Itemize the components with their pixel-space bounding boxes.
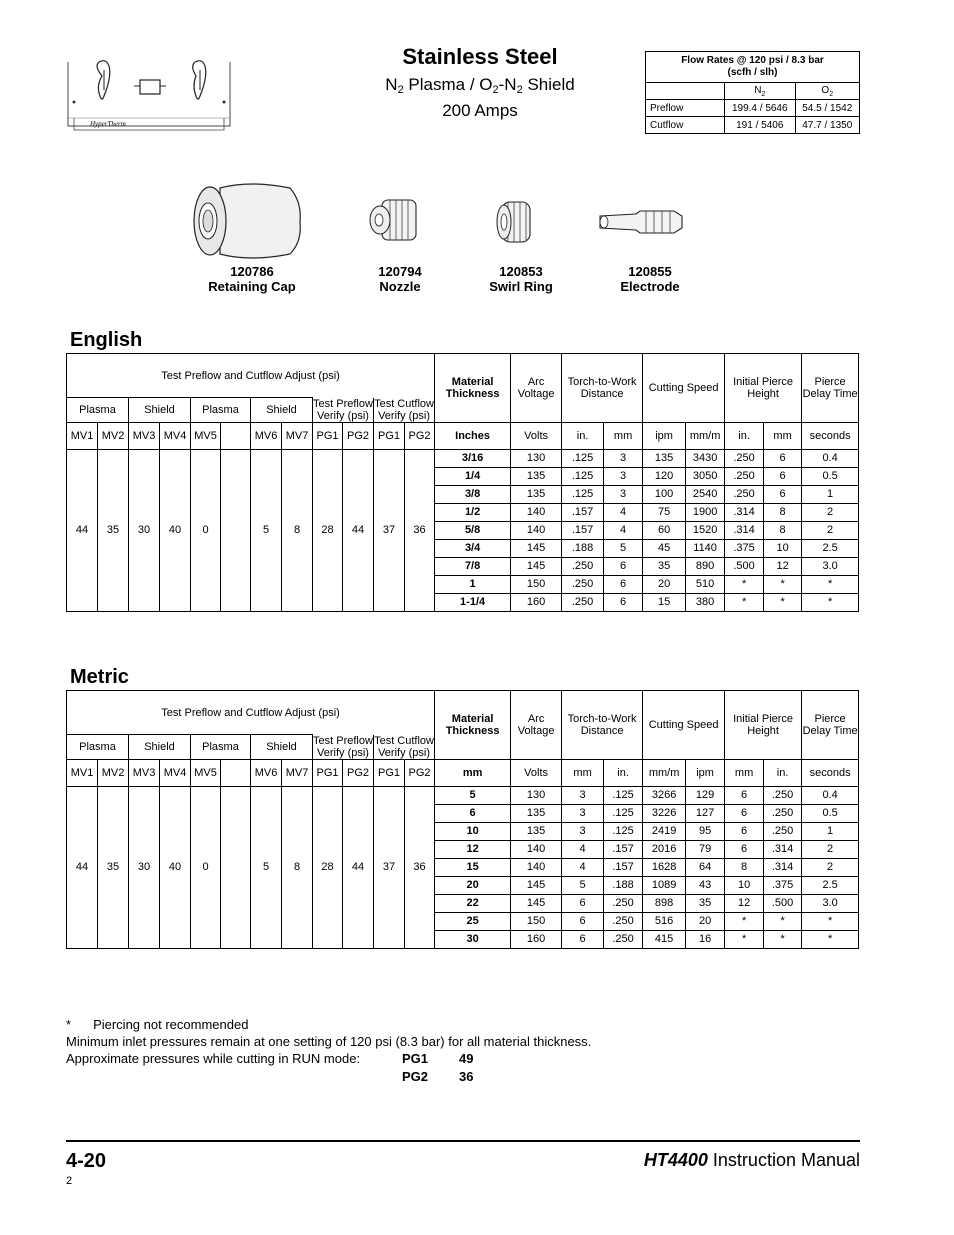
header-arc: Arc Voltage bbox=[511, 354, 562, 423]
value-cell: 150 bbox=[511, 912, 562, 930]
value-cell: 2 bbox=[802, 503, 859, 521]
value-cell: 4 bbox=[604, 503, 643, 521]
value-cell: 16 bbox=[686, 930, 725, 948]
unit-cell: mm bbox=[764, 422, 802, 449]
value-cell: 6 bbox=[725, 840, 764, 858]
setting-cell bbox=[221, 449, 251, 611]
value-cell: 2 bbox=[802, 840, 859, 858]
value-cell: .314 bbox=[764, 840, 802, 858]
value-cell: 160 bbox=[511, 930, 562, 948]
value-cell: 20 bbox=[643, 575, 686, 593]
value-cell: 1089 bbox=[643, 876, 686, 894]
units-row bbox=[67, 759, 859, 786]
value-cell: 6 bbox=[604, 557, 643, 575]
table-row bbox=[67, 786, 859, 804]
thickness-cell: 5/8 bbox=[435, 521, 511, 539]
setting-cell: 0 bbox=[191, 449, 221, 611]
value-cell: * bbox=[802, 930, 859, 948]
pg1-value: 49 bbox=[459, 1051, 474, 1066]
value-cell: 135 bbox=[643, 449, 686, 467]
thickness-cell: 20 bbox=[435, 876, 511, 894]
value-cell: 127 bbox=[686, 804, 725, 822]
unit-cell: Inches bbox=[435, 422, 511, 449]
value-cell: 6 bbox=[764, 449, 802, 467]
value-cell: 6 bbox=[562, 894, 604, 912]
value-cell: 100 bbox=[643, 485, 686, 503]
unit-cell: in. bbox=[725, 422, 764, 449]
value-cell: * bbox=[725, 912, 764, 930]
unit-cell: PG1 bbox=[313, 759, 343, 786]
unit-cell: seconds bbox=[802, 422, 859, 449]
value-cell: .314 bbox=[725, 521, 764, 539]
value-cell: 129 bbox=[686, 786, 725, 804]
setting-cell: 36 bbox=[405, 786, 435, 948]
value-cell: 3 bbox=[604, 449, 643, 467]
value-cell: 140 bbox=[511, 858, 562, 876]
value-cell: 1628 bbox=[643, 858, 686, 876]
note-inlet: Minimum inlet pressures remain at one setting of 120 psi (8.3 bar) for all material thickness. bbox=[66, 1034, 592, 1049]
value-cell: 95 bbox=[686, 822, 725, 840]
gas-combination: $N_2$ Plasma / $O_2-N_2$ Shield bbox=[385, 75, 575, 96]
value-cell: .188 bbox=[562, 539, 604, 557]
value-cell: 135 bbox=[511, 804, 562, 822]
value-cell: 145 bbox=[511, 894, 562, 912]
value-cell: 2.5 bbox=[802, 539, 859, 557]
value-cell: 0.4 bbox=[802, 449, 859, 467]
value-cell: * bbox=[764, 930, 802, 948]
value-cell: 43 bbox=[686, 876, 725, 894]
value-cell: 6 bbox=[725, 822, 764, 840]
setting-cell: 0 bbox=[191, 786, 221, 948]
unit-cell: MV4 bbox=[160, 759, 191, 786]
value-cell: 3266 bbox=[643, 786, 686, 804]
value-cell: 60 bbox=[643, 521, 686, 539]
header-delay: Pierce Delay Time bbox=[802, 354, 859, 423]
value-cell: 2 bbox=[802, 858, 859, 876]
value-cell: .125 bbox=[562, 449, 604, 467]
value-cell: * bbox=[725, 593, 764, 611]
value-cell: 140 bbox=[511, 503, 562, 521]
value-cell: * bbox=[725, 930, 764, 948]
unit-cell bbox=[221, 422, 251, 449]
value-cell: 135 bbox=[511, 822, 562, 840]
swirl-ring-image bbox=[494, 200, 534, 244]
value-cell: 8 bbox=[764, 503, 802, 521]
setting-cell: 5 bbox=[251, 786, 282, 948]
thickness-cell: 30 bbox=[435, 930, 511, 948]
thickness-cell: 1/4 bbox=[435, 467, 511, 485]
value-cell: 150 bbox=[511, 575, 562, 593]
value-cell: .375 bbox=[725, 539, 764, 557]
unit-cell: PG2 bbox=[405, 759, 435, 786]
setting-cell: 40 bbox=[160, 786, 191, 948]
value-cell: 35 bbox=[686, 894, 725, 912]
value-cell: 4 bbox=[604, 521, 643, 539]
value-cell: 6 bbox=[604, 575, 643, 593]
value-cell: 135 bbox=[511, 467, 562, 485]
unit-cell: Volts bbox=[511, 422, 562, 449]
pg2-value: 36 bbox=[459, 1069, 474, 1084]
value-cell: .250 bbox=[764, 786, 802, 804]
header-material: Material Thickness bbox=[435, 354, 511, 423]
flow-rates-table: Flow Rates @ 120 psi / 8.3 bar (scfh / slh) $N_2$ $O_2$ Preflow 199.4 / 5646 54.5 / 1542 Cutflow 191 / 5406 47.7 / 1350 bbox=[645, 51, 860, 134]
unit-cell: PG1 bbox=[374, 759, 405, 786]
setting-cell: 30 bbox=[129, 786, 160, 948]
value-cell: 130 bbox=[511, 786, 562, 804]
value-cell: 3 bbox=[604, 485, 643, 503]
value-cell: .125 bbox=[604, 786, 643, 804]
value-cell: .250 bbox=[562, 593, 604, 611]
thickness-cell: 1/2 bbox=[435, 503, 511, 521]
value-cell: 1 bbox=[802, 485, 859, 503]
value-cell: 516 bbox=[643, 912, 686, 930]
value-cell: .157 bbox=[604, 858, 643, 876]
value-cell: 2540 bbox=[686, 485, 725, 503]
value-cell: .157 bbox=[604, 840, 643, 858]
unit-cell: mm bbox=[725, 759, 764, 786]
thickness-cell: 1 bbox=[435, 575, 511, 593]
value-cell: 2.5 bbox=[802, 876, 859, 894]
value-cell: 35 bbox=[643, 557, 686, 575]
gas-console-illustration bbox=[64, 56, 234, 136]
header-speed: Cutting Speed bbox=[643, 354, 725, 423]
setting-cell: 35 bbox=[98, 786, 129, 948]
header-test-adjust: Test Preflow and Cutflow Adjust (psi) bbox=[67, 354, 435, 398]
page-number: 4-20 bbox=[66, 1150, 107, 1172]
value-cell: 415 bbox=[643, 930, 686, 948]
panel-logo: HyperTherm bbox=[90, 120, 126, 128]
value-cell: 6 bbox=[725, 786, 764, 804]
value-cell: 6 bbox=[764, 485, 802, 503]
value-cell: 145 bbox=[511, 876, 562, 894]
setting-cell: 36 bbox=[405, 449, 435, 611]
value-cell: * bbox=[764, 575, 802, 593]
unit-cell: mm/m bbox=[643, 759, 686, 786]
value-cell: .250 bbox=[725, 485, 764, 503]
value-cell: .157 bbox=[562, 503, 604, 521]
unit-cell: MV1 bbox=[67, 759, 98, 786]
value-cell: 3 bbox=[562, 804, 604, 822]
value-cell: .250 bbox=[562, 557, 604, 575]
thickness-cell: 1-1/4 bbox=[435, 593, 511, 611]
unit-cell: MV5 bbox=[191, 422, 221, 449]
thickness-cell: 3/4 bbox=[435, 539, 511, 557]
setting-cell: 44 bbox=[343, 449, 374, 611]
value-cell: 3 bbox=[562, 822, 604, 840]
unit-cell: mm bbox=[562, 759, 604, 786]
value-cell: 5 bbox=[604, 539, 643, 557]
manual-title: HT4400 Instruction Manual bbox=[643, 1150, 860, 1170]
unit-cell: PG1 bbox=[313, 422, 343, 449]
header-torch: Torch-to-Work Distance bbox=[562, 354, 643, 423]
flow-row: Cutflow 191 / 5406 47.7 / 1350 bbox=[646, 117, 860, 134]
page-index: 2 bbox=[66, 1175, 73, 1187]
setting-cell: 28 bbox=[313, 449, 343, 611]
unit-cell: mm bbox=[604, 422, 643, 449]
unit-cell: MV2 bbox=[98, 422, 129, 449]
value-cell: .250 bbox=[725, 449, 764, 467]
value-cell: 0.5 bbox=[802, 467, 859, 485]
page-title: Stainless Steel bbox=[402, 44, 558, 69]
unit-cell: PG1 bbox=[374, 422, 405, 449]
unit-cell: Volts bbox=[511, 759, 562, 786]
value-cell: 64 bbox=[686, 858, 725, 876]
value-cell: 10 bbox=[725, 876, 764, 894]
value-cell: .250 bbox=[764, 804, 802, 822]
value-cell: * bbox=[764, 593, 802, 611]
value-cell: 6 bbox=[764, 467, 802, 485]
value-cell: * bbox=[802, 575, 859, 593]
unit-cell: mm bbox=[435, 759, 511, 786]
metric-cut-chart: Test Preflow and Cutflow Adjust (psi) Material Thickness Arc Voltage Torch-to-Work Distance Cutting Speed Initial Pierce Height Pierce Delay Time Plasma Shield Plasma Shield Test Preflow Verify (psi) Test Cutflow Verify (psi) MV1 MV2 MV3 MV4 MV5 MV6 MV7 PG1 PG2 PG1 PG2 mm Volts mm in. mm/m ipm mm in. seconds 44 35 30 40 0 5 8 28 44 37 36 5 130 3 .125 3266 129 6 .250 0.4 6 135 3 .125 3226 127 6 .250 0.5 10 135 3 .125 2419 95 6 .250 1 12 140 4 .157 2016 79 6 .314 2 15 140 4 .157 1628 64 8 .314 2 20 145 5 .188 1089 43 10 .375 2.5 22 145 6 .250 898 35 12 .500 3.0 25 150 6 .250 516 20 * * * 30 160 6 .250 415 16 * * * bbox=[66, 690, 859, 949]
pg2-label: PG2 bbox=[402, 1069, 429, 1084]
value-cell: .188 bbox=[604, 876, 643, 894]
nozzle-image bbox=[366, 196, 422, 244]
part-electrode: 120855 Electrode bbox=[620, 264, 680, 294]
part-retaining-cap: 120786 Retaining Cap bbox=[208, 264, 296, 294]
english-cut-chart: Test Preflow and Cutflow Adjust (psi) Material Thickness Arc Voltage Torch-to-Work Distance Cutting Speed Initial Pierce Height Pierce Delay Time Plasma Shield Plasma Shield Test Preflow Verify (psi) Test Cutflow Verify (psi) MV1 MV2 MV3 MV4 MV5 MV6 MV7 PG1 PG2 PG1 PG2 Inches Volts in. mm ipm mm/m in. mm seconds 44 35 30 40 0 5 8 28 44 37 36 3/16 130 .125 3 135 3430 .250 6 0.4 1/4 135 .125 3 120 3050 .250 6 0.5 3/8 135 .125 3 100 2540 .250 6 1 1/2 140 .157 4 75 1900 .314 8 2 5/8 140 .157 4 60 1520 .314 8 2 3/4 145 .188 5 45 1140 .375 10 2.5 7/8 145 .250 6 35 890 .500 12 3.0 1 150 .250 6 20 510 * * * 1-1/4 160 .250 6 15 380 * * * bbox=[66, 353, 859, 612]
unit-cell: PG2 bbox=[405, 422, 435, 449]
value-cell: .250 bbox=[764, 822, 802, 840]
value-cell: 12 bbox=[725, 894, 764, 912]
value-cell: 2 bbox=[802, 521, 859, 539]
value-cell: 3430 bbox=[686, 449, 725, 467]
english-heading: English bbox=[70, 329, 143, 351]
value-cell: 380 bbox=[686, 593, 725, 611]
value-cell: 145 bbox=[511, 557, 562, 575]
unit-cell: seconds bbox=[802, 759, 859, 786]
value-cell: .125 bbox=[604, 822, 643, 840]
value-cell: 160 bbox=[511, 593, 562, 611]
value-cell: .125 bbox=[562, 485, 604, 503]
value-cell: 140 bbox=[511, 840, 562, 858]
thickness-cell: 10 bbox=[435, 822, 511, 840]
value-cell: * bbox=[725, 575, 764, 593]
value-cell: * bbox=[802, 912, 859, 930]
value-cell: .125 bbox=[604, 804, 643, 822]
unit-cell: ipm bbox=[686, 759, 725, 786]
value-cell: 6 bbox=[562, 912, 604, 930]
value-cell: 6 bbox=[725, 804, 764, 822]
note-run-mode: Approximate pressures while cutting in RUN mode: bbox=[66, 1051, 361, 1066]
unit-cell: PG2 bbox=[343, 759, 374, 786]
footnote-asterisk: * Piercing not recommended bbox=[66, 1017, 249, 1032]
value-cell: 75 bbox=[643, 503, 686, 521]
value-cell: 0.4 bbox=[802, 786, 859, 804]
value-cell: .157 bbox=[562, 521, 604, 539]
thickness-cell: 3/8 bbox=[435, 485, 511, 503]
value-cell: 130 bbox=[511, 449, 562, 467]
value-cell: .250 bbox=[604, 894, 643, 912]
retaining-cap-image bbox=[190, 182, 305, 260]
value-cell: 4 bbox=[562, 840, 604, 858]
table-row bbox=[67, 449, 859, 467]
value-cell: .314 bbox=[764, 858, 802, 876]
setting-cell: 35 bbox=[98, 449, 129, 611]
units-row bbox=[67, 422, 859, 449]
unit-cell: in. bbox=[562, 422, 604, 449]
setting-cell: 5 bbox=[251, 449, 282, 611]
thickness-cell: 5 bbox=[435, 786, 511, 804]
value-cell: 12 bbox=[764, 557, 802, 575]
footer-rule bbox=[66, 1140, 860, 1142]
value-cell: 5 bbox=[562, 876, 604, 894]
value-cell: 6 bbox=[604, 593, 643, 611]
unit-cell: mm/m bbox=[686, 422, 725, 449]
value-cell: 140 bbox=[511, 521, 562, 539]
value-cell: 2419 bbox=[643, 822, 686, 840]
value-cell: * bbox=[802, 593, 859, 611]
value-cell: 1 bbox=[802, 822, 859, 840]
value-cell: 135 bbox=[511, 485, 562, 503]
setting-cell: 44 bbox=[67, 449, 98, 611]
thickness-cell: 3/16 bbox=[435, 449, 511, 467]
unit-cell bbox=[221, 759, 251, 786]
value-cell: 3226 bbox=[643, 804, 686, 822]
value-cell: 145 bbox=[511, 539, 562, 557]
value-cell: .314 bbox=[725, 503, 764, 521]
part-swirl-ring: 120853 Swirl Ring bbox=[489, 264, 553, 294]
value-cell: 15 bbox=[643, 593, 686, 611]
header-pierce: Initial Pierce Height bbox=[725, 354, 802, 423]
unit-cell: MV3 bbox=[129, 759, 160, 786]
value-cell: 45 bbox=[643, 539, 686, 557]
flow-row: Preflow 199.4 / 5646 54.5 / 1542 bbox=[646, 100, 860, 117]
unit-cell: MV4 bbox=[160, 422, 191, 449]
unit-cell: MV7 bbox=[282, 759, 313, 786]
value-cell: 20 bbox=[686, 912, 725, 930]
amperage: 200 Amps bbox=[442, 101, 518, 120]
setting-cell: 37 bbox=[374, 786, 405, 948]
electrode-image bbox=[596, 208, 686, 236]
setting-cell: 8 bbox=[282, 786, 313, 948]
unit-cell: in. bbox=[764, 759, 802, 786]
thickness-cell: 7/8 bbox=[435, 557, 511, 575]
unit-cell: PG2 bbox=[343, 422, 374, 449]
value-cell: 1140 bbox=[686, 539, 725, 557]
value-cell: 3050 bbox=[686, 467, 725, 485]
value-cell: .500 bbox=[764, 894, 802, 912]
value-cell: 898 bbox=[643, 894, 686, 912]
value-cell: 0.5 bbox=[802, 804, 859, 822]
value-cell: 3.0 bbox=[802, 894, 859, 912]
unit-cell: MV3 bbox=[129, 422, 160, 449]
thickness-cell: 6 bbox=[435, 804, 511, 822]
thickness-cell: 15 bbox=[435, 858, 511, 876]
setting-cell: 44 bbox=[343, 786, 374, 948]
unit-cell: MV1 bbox=[67, 422, 98, 449]
setting-cell: 28 bbox=[313, 786, 343, 948]
value-cell: 8 bbox=[725, 858, 764, 876]
setting-cell: 44 bbox=[67, 786, 98, 948]
value-cell: .250 bbox=[604, 930, 643, 948]
value-cell: 4 bbox=[562, 858, 604, 876]
setting-cell: 8 bbox=[282, 449, 313, 611]
value-cell: 890 bbox=[686, 557, 725, 575]
unit-cell: MV6 bbox=[251, 759, 282, 786]
unit-cell: MV6 bbox=[251, 422, 282, 449]
unit-cell: MV2 bbox=[98, 759, 129, 786]
thickness-cell: 22 bbox=[435, 894, 511, 912]
value-cell: 510 bbox=[686, 575, 725, 593]
value-cell: * bbox=[764, 912, 802, 930]
value-cell: 3 bbox=[562, 786, 604, 804]
value-cell: 2016 bbox=[643, 840, 686, 858]
value-cell: 8 bbox=[764, 521, 802, 539]
value-cell: 120 bbox=[643, 467, 686, 485]
value-cell: 1520 bbox=[686, 521, 725, 539]
value-cell: 6 bbox=[562, 930, 604, 948]
thickness-cell: 25 bbox=[435, 912, 511, 930]
value-cell: .250 bbox=[562, 575, 604, 593]
value-cell: .125 bbox=[562, 467, 604, 485]
setting-cell: 37 bbox=[374, 449, 405, 611]
unit-cell: in. bbox=[604, 759, 643, 786]
setting-cell: 30 bbox=[129, 449, 160, 611]
value-cell: 3.0 bbox=[802, 557, 859, 575]
unit-cell: MV7 bbox=[282, 422, 313, 449]
value-cell: 3 bbox=[604, 467, 643, 485]
value-cell: .250 bbox=[604, 912, 643, 930]
setting-cell bbox=[221, 786, 251, 948]
value-cell: 79 bbox=[686, 840, 725, 858]
setting-cell: 40 bbox=[160, 449, 191, 611]
metric-heading: Metric bbox=[70, 666, 129, 688]
value-cell: .250 bbox=[725, 467, 764, 485]
value-cell: 10 bbox=[764, 539, 802, 557]
unit-cell: MV5 bbox=[191, 759, 221, 786]
unit-cell: ipm bbox=[643, 422, 686, 449]
value-cell: 1900 bbox=[686, 503, 725, 521]
value-cell: .500 bbox=[725, 557, 764, 575]
pg1-label: PG1 bbox=[402, 1051, 429, 1066]
value-cell: .375 bbox=[764, 876, 802, 894]
thickness-cell: 12 bbox=[435, 840, 511, 858]
part-nozzle: 120794 Nozzle bbox=[378, 264, 422, 294]
